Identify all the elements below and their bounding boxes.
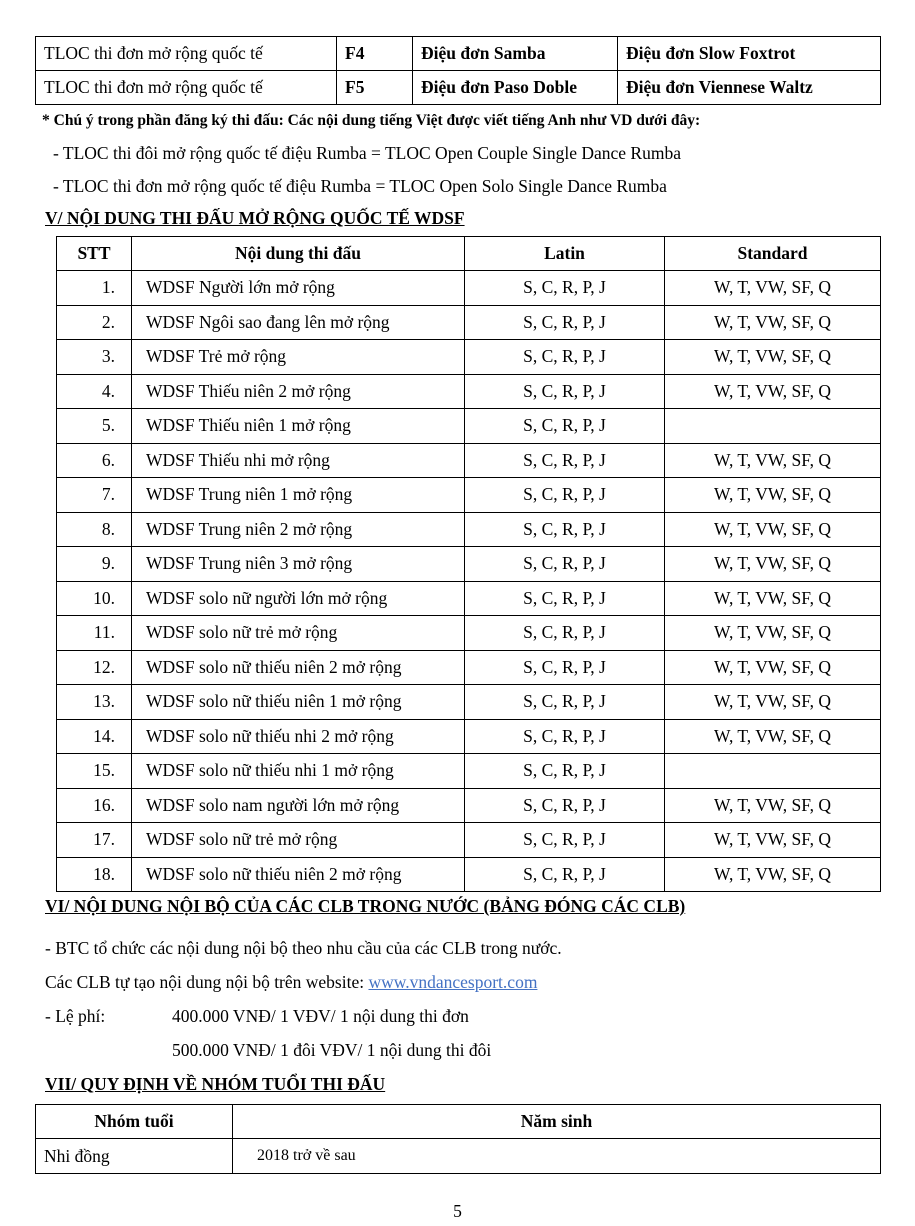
table-cell: S, C, R, P, J bbox=[465, 374, 665, 409]
table-row bbox=[57, 547, 881, 582]
table-header-row bbox=[36, 1105, 881, 1139]
table-row bbox=[57, 719, 881, 754]
table-cell: WDSF Trẻ mở rộng bbox=[132, 340, 465, 375]
table-cell bbox=[665, 754, 881, 789]
example-line: - TLOC thi đơn mở rộng quốc tế điệu Rumba = TLOC Open Solo Single Dance Rumba bbox=[53, 176, 667, 196]
registration-note: * Chú ý trong phần đăng ký thi đấu: Các nội dung tiếng Việt được viết tiếng Anh như VD dưới đây: bbox=[42, 112, 701, 129]
table-cell: WDSF solo nữ thiếu nhi 1 mở rộng bbox=[132, 754, 465, 789]
fee-single: 400.000 VNĐ/ 1 VĐV/ 1 nội dung thi đơn bbox=[172, 1006, 469, 1026]
paragraph bbox=[45, 972, 537, 993]
table-cell: F4 bbox=[337, 37, 413, 71]
table-row bbox=[57, 409, 881, 444]
section-heading: VI/ NỘI DUNG NỘI BỘ CỦA CÁC CLB TRONG NƯỚC (BẢNG ĐÓNG CÁC CLB) bbox=[45, 896, 686, 916]
table-cell: S, C, R, P, J bbox=[465, 823, 665, 858]
table-cell: WDSF Thiếu nhi mở rộng bbox=[132, 443, 465, 478]
table-row bbox=[57, 857, 881, 892]
table-cell: 10. bbox=[57, 581, 132, 616]
table-cell: TLOC thi đơn mở rộng quốc tế bbox=[36, 37, 337, 71]
table-cell: W, T, VW, SF, Q bbox=[665, 581, 881, 616]
table-cell: S, C, R, P, J bbox=[465, 478, 665, 513]
table-row bbox=[57, 478, 881, 513]
table-cell: 2018 trở về sau bbox=[233, 1139, 881, 1174]
table-row bbox=[36, 37, 881, 71]
table-cell: W, T, VW, SF, Q bbox=[665, 857, 881, 892]
table-cell: 11. bbox=[57, 616, 132, 651]
column-header: Nội dung thi đấu bbox=[132, 237, 465, 271]
table-row bbox=[57, 823, 881, 858]
table-cell: S, C, R, P, J bbox=[465, 616, 665, 651]
table-cell: W, T, VW, SF, Q bbox=[665, 340, 881, 375]
table-cell: W, T, VW, SF, Q bbox=[665, 650, 881, 685]
table-cell: W, T, VW, SF, Q bbox=[665, 788, 881, 823]
table-cell: 18. bbox=[57, 857, 132, 892]
table-cell: S, C, R, P, J bbox=[465, 650, 665, 685]
table-cell: W, T, VW, SF, Q bbox=[665, 374, 881, 409]
table-row bbox=[57, 340, 881, 375]
page-number: 5 bbox=[453, 1201, 462, 1221]
table-cell: WDSF Thiếu niên 2 mở rộng bbox=[132, 374, 465, 409]
table-cell: S, C, R, P, J bbox=[465, 754, 665, 789]
table-cell: WDSF solo nữ thiếu niên 1 mở rộng bbox=[132, 685, 465, 720]
table-cell: S, C, R, P, J bbox=[465, 857, 665, 892]
table-cell: WDSF solo nữ thiếu niên 2 mở rộng bbox=[132, 650, 465, 685]
table-cell: 3. bbox=[57, 340, 132, 375]
paragraph-text: Các CLB tự tạo nội dung nội bộ trên website: bbox=[45, 972, 369, 992]
table-cell: WDSF Trung niên 3 mở rộng bbox=[132, 547, 465, 582]
table-cell: WDSF Trung niên 1 mở rộng bbox=[132, 478, 465, 513]
table-cell: W, T, VW, SF, Q bbox=[665, 305, 881, 340]
table-row bbox=[57, 271, 881, 306]
table-cell: W, T, VW, SF, Q bbox=[665, 443, 881, 478]
table-cell: S, C, R, P, J bbox=[465, 788, 665, 823]
table-row bbox=[57, 374, 881, 409]
table-cell: 17. bbox=[57, 823, 132, 858]
table-row bbox=[57, 650, 881, 685]
column-header: Năm sinh bbox=[233, 1105, 881, 1139]
table-row bbox=[36, 1139, 881, 1174]
table-cell: S, C, R, P, J bbox=[465, 581, 665, 616]
table-cell bbox=[665, 409, 881, 444]
table-cell: Điệu đơn Samba bbox=[413, 37, 618, 71]
table-cell: F5 bbox=[337, 71, 413, 105]
website-link[interactable]: www.vndancesport.com bbox=[368, 972, 538, 992]
table-cell: WDSF solo nữ người lớn mở rộng bbox=[132, 581, 465, 616]
table-cell: W, T, VW, SF, Q bbox=[665, 719, 881, 754]
table-cell: 16. bbox=[57, 788, 132, 823]
table-cell: S, C, R, P, J bbox=[465, 340, 665, 375]
table-cell: S, C, R, P, J bbox=[465, 271, 665, 306]
table-cell: WDSF solo nữ trẻ mở rộng bbox=[132, 616, 465, 651]
table-cell: 1. bbox=[57, 271, 132, 306]
table-cell: 4. bbox=[57, 374, 132, 409]
column-header: Nhóm tuổi bbox=[36, 1105, 233, 1139]
table-row bbox=[57, 443, 881, 478]
wdsf-table-body bbox=[57, 271, 881, 892]
table-cell: 13. bbox=[57, 685, 132, 720]
table-cell: 14. bbox=[57, 719, 132, 754]
table-cell: W, T, VW, SF, Q bbox=[665, 823, 881, 858]
table-cell: Điệu đơn Slow Foxtrot bbox=[618, 37, 881, 71]
section-heading: V/ NỘI DUNG THI ĐẤU MỞ RỘNG QUỐC TẾ WDSF bbox=[45, 208, 465, 228]
solo-dance-table bbox=[35, 36, 881, 105]
table-cell: S, C, R, P, J bbox=[465, 443, 665, 478]
table-cell: S, C, R, P, J bbox=[465, 409, 665, 444]
table-cell: W, T, VW, SF, Q bbox=[665, 478, 881, 513]
table-cell: 9. bbox=[57, 547, 132, 582]
table-cell: S, C, R, P, J bbox=[465, 719, 665, 754]
table-cell: S, C, R, P, J bbox=[465, 547, 665, 582]
table-row bbox=[57, 305, 881, 340]
table-row bbox=[57, 581, 881, 616]
table-cell: W, T, VW, SF, Q bbox=[665, 685, 881, 720]
paragraph: - BTC tổ chức các nội dung nội bộ theo nhu cầu của các CLB trong nước. bbox=[45, 938, 562, 958]
table-cell: WDSF solo nữ trẻ mở rộng bbox=[132, 823, 465, 858]
table-cell: 8. bbox=[57, 512, 132, 547]
table-row bbox=[57, 788, 881, 823]
table-cell: W, T, VW, SF, Q bbox=[665, 616, 881, 651]
table-cell: 15. bbox=[57, 754, 132, 789]
table-cell: 7. bbox=[57, 478, 132, 513]
table-cell: S, C, R, P, J bbox=[465, 685, 665, 720]
table-cell: WDSF solo nam người lớn mở rộng bbox=[132, 788, 465, 823]
column-header: Standard bbox=[665, 237, 881, 271]
fee-label: - Lệ phí: bbox=[45, 1006, 106, 1026]
table-row bbox=[36, 71, 881, 105]
wdsf-events-table bbox=[56, 236, 881, 892]
table-row bbox=[57, 754, 881, 789]
table-cell: 6. bbox=[57, 443, 132, 478]
section-heading: VII/ QUY ĐỊNH VỀ NHÓM TUỔI THI ĐẤU bbox=[45, 1074, 386, 1094]
table-cell: WDSF solo nữ thiếu nhi 2 mở rộng bbox=[132, 719, 465, 754]
column-header: Latin bbox=[465, 237, 665, 271]
table-row bbox=[57, 512, 881, 547]
fee-couple: 500.000 VNĐ/ 1 đôi VĐV/ 1 nội dung thi đôi bbox=[172, 1040, 492, 1060]
table-cell: 5. bbox=[57, 409, 132, 444]
table-cell: S, C, R, P, J bbox=[465, 512, 665, 547]
table-header-row bbox=[57, 237, 881, 271]
table-cell: Điệu đơn Paso Doble bbox=[413, 71, 618, 105]
table-cell: WDSF Ngôi sao đang lên mở rộng bbox=[132, 305, 465, 340]
table-cell: W, T, VW, SF, Q bbox=[665, 271, 881, 306]
table-cell: WDSF solo nữ thiếu niên 2 mở rộng bbox=[132, 857, 465, 892]
table-cell: W, T, VW, SF, Q bbox=[665, 547, 881, 582]
table-row bbox=[57, 616, 881, 651]
table-cell: 2. bbox=[57, 305, 132, 340]
age-group-table bbox=[35, 1104, 881, 1174]
table-cell: WDSF Người lớn mở rộng bbox=[132, 271, 465, 306]
table-cell: Điệu đơn Viennese Waltz bbox=[618, 71, 881, 105]
table-cell: W, T, VW, SF, Q bbox=[665, 512, 881, 547]
column-header: STT bbox=[57, 237, 132, 271]
table-cell: WDSF Trung niên 2 mở rộng bbox=[132, 512, 465, 547]
table-cell: WDSF Thiếu niên 1 mở rộng bbox=[132, 409, 465, 444]
table-cell: Nhi đồng bbox=[36, 1139, 233, 1174]
table-cell: S, C, R, P, J bbox=[465, 305, 665, 340]
example-line: - TLOC thi đôi mở rộng quốc tế điệu Rumba = TLOC Open Couple Single Dance Rumba bbox=[53, 143, 681, 163]
table-row bbox=[57, 685, 881, 720]
table-cell: 12. bbox=[57, 650, 132, 685]
table-cell: TLOC thi đơn mở rộng quốc tế bbox=[36, 71, 337, 105]
